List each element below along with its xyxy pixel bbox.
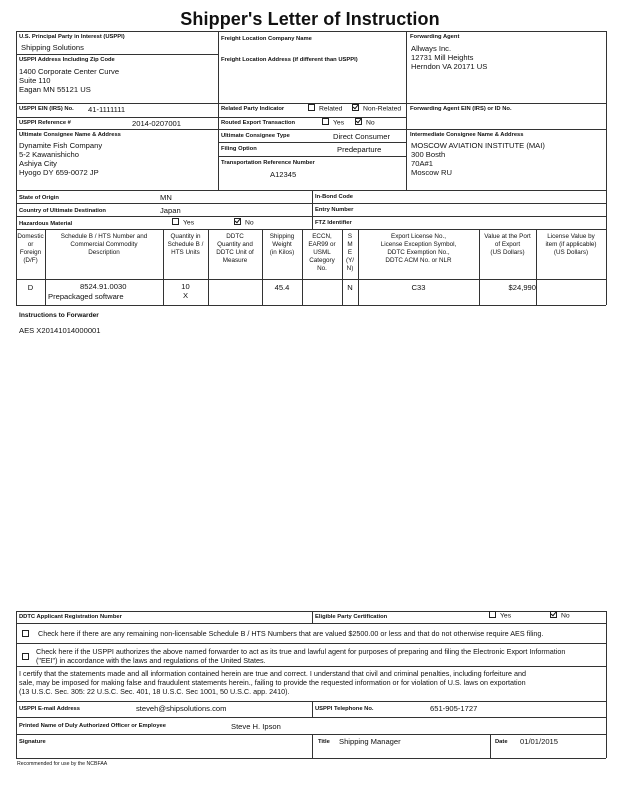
country-dest-label: Country of Ultimate Destination bbox=[19, 208, 106, 214]
in-bond-label: In-Bond Code bbox=[315, 194, 353, 200]
date-value[interactable]: 01/01/2015 bbox=[520, 737, 559, 746]
routed-yes-option[interactable]: Yes bbox=[322, 119, 344, 126]
eligible-no-option[interactable]: No bbox=[550, 612, 570, 619]
authorize-forwarder-check[interactable]: Check here if the USPPI authorizes the above named forwarder to act as its true and lawful agent for purposes of preparing and filing the Electronic Export Information ("EEI") in accordance with the laws and regulations of the United States. bbox=[22, 647, 565, 665]
cell-sme[interactable]: N bbox=[347, 283, 353, 292]
usppi-reference-value[interactable]: 2014-0207001 bbox=[132, 119, 181, 128]
officer-value[interactable]: Steve H. Ipson bbox=[231, 722, 281, 731]
cell-df[interactable]: D bbox=[27, 283, 34, 292]
col-header-sme: S M E (Y/ N) bbox=[345, 233, 355, 272]
col-header-quantity: Quantity in Schedule B / HTS Units bbox=[167, 233, 204, 256]
officer-label: Printed Name of Duly Authorized Officer or Employee bbox=[19, 723, 166, 729]
hazardous-yes-checkbox[interactable] bbox=[172, 218, 179, 225]
instructions-label: Instructions to Forwarder bbox=[19, 312, 99, 319]
phone-label: USPPI Telephone No. bbox=[315, 706, 374, 712]
cell-unit[interactable]: X bbox=[182, 291, 189, 300]
col-header-license: Export License No., License Exception Symbol, DDTC Exemption No., DDTC ACM No. or NLR bbox=[380, 233, 457, 264]
freight-address-label: Freight Location Address (if different than USPPI) bbox=[221, 57, 358, 63]
consignee-type-value[interactable]: Direct Consumer bbox=[333, 132, 390, 141]
cell-license[interactable]: C33 bbox=[411, 283, 426, 292]
usppi-reference-label: USPPI Reference # bbox=[19, 120, 71, 126]
col-header-ddtc: DDTC Quantity and DDTC Unit of Measure bbox=[216, 233, 254, 264]
certification-statement: I certify that the statements made and all information contained herein are true and correct. I understand that civil and criminal penalties, including forfeiture and sale, may be imposed for making false and fraudulent statements herein., failing to provide the requested information or for violation of U.S. laws on exportation (13 U.S.C. Sec. 305: 22 U.S.C. Sec. 401, 18 U.S.C. Sec 1001, 50 U.S.C. app. 2410). bbox=[19, 669, 526, 696]
country-dest-value[interactable]: Japan bbox=[160, 206, 181, 215]
low-value-checkbox[interactable] bbox=[22, 630, 29, 637]
col-header-license-value: License Value by item (if applicable) (US Dollars) bbox=[545, 233, 597, 256]
state-origin-value[interactable]: MN bbox=[160, 193, 172, 202]
filing-option-label: Filing Option bbox=[221, 146, 257, 152]
transport-ref-label: Transportation Reference Number bbox=[221, 160, 315, 166]
non-related-checkbox[interactable] bbox=[352, 104, 359, 111]
eligible-no-checkbox[interactable] bbox=[550, 611, 557, 618]
col-header-eccn: ECCN, EAR99 or USML Category No. bbox=[308, 233, 336, 272]
consignee-value[interactable]: Dynamite Fish Company 5-2 Kawanishicho Ashiya City Hyogo DY 659-0072 JP bbox=[19, 141, 103, 177]
freight-company-label: Freight Location Company Name bbox=[221, 36, 312, 42]
cell-quantity[interactable]: 10 bbox=[181, 282, 190, 291]
footer-note: Recommended for use by the NCBFAA bbox=[17, 761, 108, 767]
usppi-value[interactable]: Shipping Solutions bbox=[21, 43, 84, 52]
consignee-type-label: Ultimate Consignee Type bbox=[221, 133, 290, 139]
intermediate-value[interactable]: MOSCOW AVIATION INSTITUTE (MAI) 300 Bosth 70A#1 Moscow RU bbox=[411, 141, 545, 177]
routed-no-option[interactable]: No bbox=[355, 119, 375, 126]
usppi-address-label: USPPI Address Including Zip Code bbox=[19, 57, 115, 63]
email-label: USPPI E-mail Address bbox=[19, 706, 80, 712]
col-header-weight: Shipping Weight (in Kilos) bbox=[269, 233, 295, 256]
forwarding-agent-value[interactable]: Allways Inc. 12731 Mill Heights Herndon VA 20171 US bbox=[411, 44, 488, 71]
usppi-ein-label: USPPI EIN (IRS) No. bbox=[19, 106, 74, 112]
forwarding-agent-ein-label: Forwarding Agent EIN (IRS) or ID No. bbox=[410, 106, 512, 112]
cell-weight[interactable]: 45.4 bbox=[274, 283, 290, 292]
usppi-label: U.S. Principal Party in Interest (USPPI) bbox=[19, 34, 125, 40]
usppi-address[interactable]: 1400 Corporate Center Curve Suite 110 Eagan MN 55121 US bbox=[19, 67, 120, 94]
cell-schedule-b[interactable]: 8524.91.0030 bbox=[80, 282, 127, 291]
forwarding-agent-label: Forwarding Agent bbox=[410, 34, 460, 40]
cell-value[interactable]: $24,990 bbox=[508, 283, 536, 292]
title-label: Title bbox=[318, 739, 330, 745]
ftz-label: FTZ Identifier bbox=[315, 220, 352, 226]
eligible-party-label: Eligible Party Certification bbox=[315, 614, 388, 620]
col-header-schedule-b: Schedule B / HTS Number and Commercial Commodity Description bbox=[60, 233, 148, 256]
filing-option-value[interactable]: Predeparture bbox=[337, 145, 382, 154]
intermediate-label: Intermediate Consignee Name & Address bbox=[410, 132, 524, 138]
form-title: Shipper's Letter of Instruction bbox=[180, 9, 440, 29]
routed-export-label: Routed Export Transaction bbox=[221, 120, 296, 126]
hazardous-no-checkbox[interactable] bbox=[234, 218, 241, 225]
date-label: Date bbox=[495, 739, 508, 745]
related-party-label: Related Party Indicator bbox=[221, 106, 285, 112]
state-origin-label: State of Origin bbox=[19, 195, 59, 201]
entry-number-label: Entry Number bbox=[315, 207, 354, 213]
authorize-forwarder-checkbox[interactable] bbox=[22, 653, 29, 660]
title-value[interactable]: Shipping Manager bbox=[339, 737, 401, 746]
hazardous-yes-option[interactable]: Yes bbox=[172, 219, 194, 226]
eligible-yes-checkbox[interactable] bbox=[489, 611, 496, 618]
ddtc-reg-label: DDTC Applicant Registration Number bbox=[19, 614, 122, 620]
related-checkbox[interactable] bbox=[308, 104, 315, 111]
non-related-option[interactable]: Non-Related bbox=[352, 105, 401, 112]
low-value-check[interactable]: Check here if there are any remaining non-licensable Schedule B / HTS Numbers that are valued $2500.00 or less and that do not otherwise require AES filing. bbox=[22, 629, 543, 638]
routed-yes-checkbox[interactable] bbox=[322, 118, 329, 125]
transport-ref-value[interactable]: A12345 bbox=[270, 170, 297, 179]
phone-value[interactable]: 651-905-1727 bbox=[430, 704, 478, 713]
signature-label: Signature bbox=[19, 739, 46, 745]
instructions-value[interactable]: AES X20141014000001 bbox=[19, 326, 101, 335]
related-option[interactable]: Related bbox=[308, 105, 342, 112]
usppi-ein-value[interactable]: 41-1111111 bbox=[88, 105, 126, 114]
eligible-yes-option[interactable]: Yes bbox=[489, 612, 511, 619]
hazardous-label: Hazardous Material bbox=[19, 221, 73, 227]
col-header-value: Value at the Port of Export (US Dollars) bbox=[484, 233, 531, 256]
consignee-label: Ultimate Consignee Name & Address bbox=[19, 132, 121, 138]
cell-description[interactable]: Prepackaged software bbox=[48, 292, 124, 301]
email-value[interactable]: steveh@shipsolutions.com bbox=[136, 704, 227, 713]
hazardous-no-option[interactable]: No bbox=[234, 219, 254, 226]
col-header-df: Domestic or Foreign (D/F) bbox=[17, 233, 44, 264]
routed-no-checkbox[interactable] bbox=[355, 118, 362, 125]
